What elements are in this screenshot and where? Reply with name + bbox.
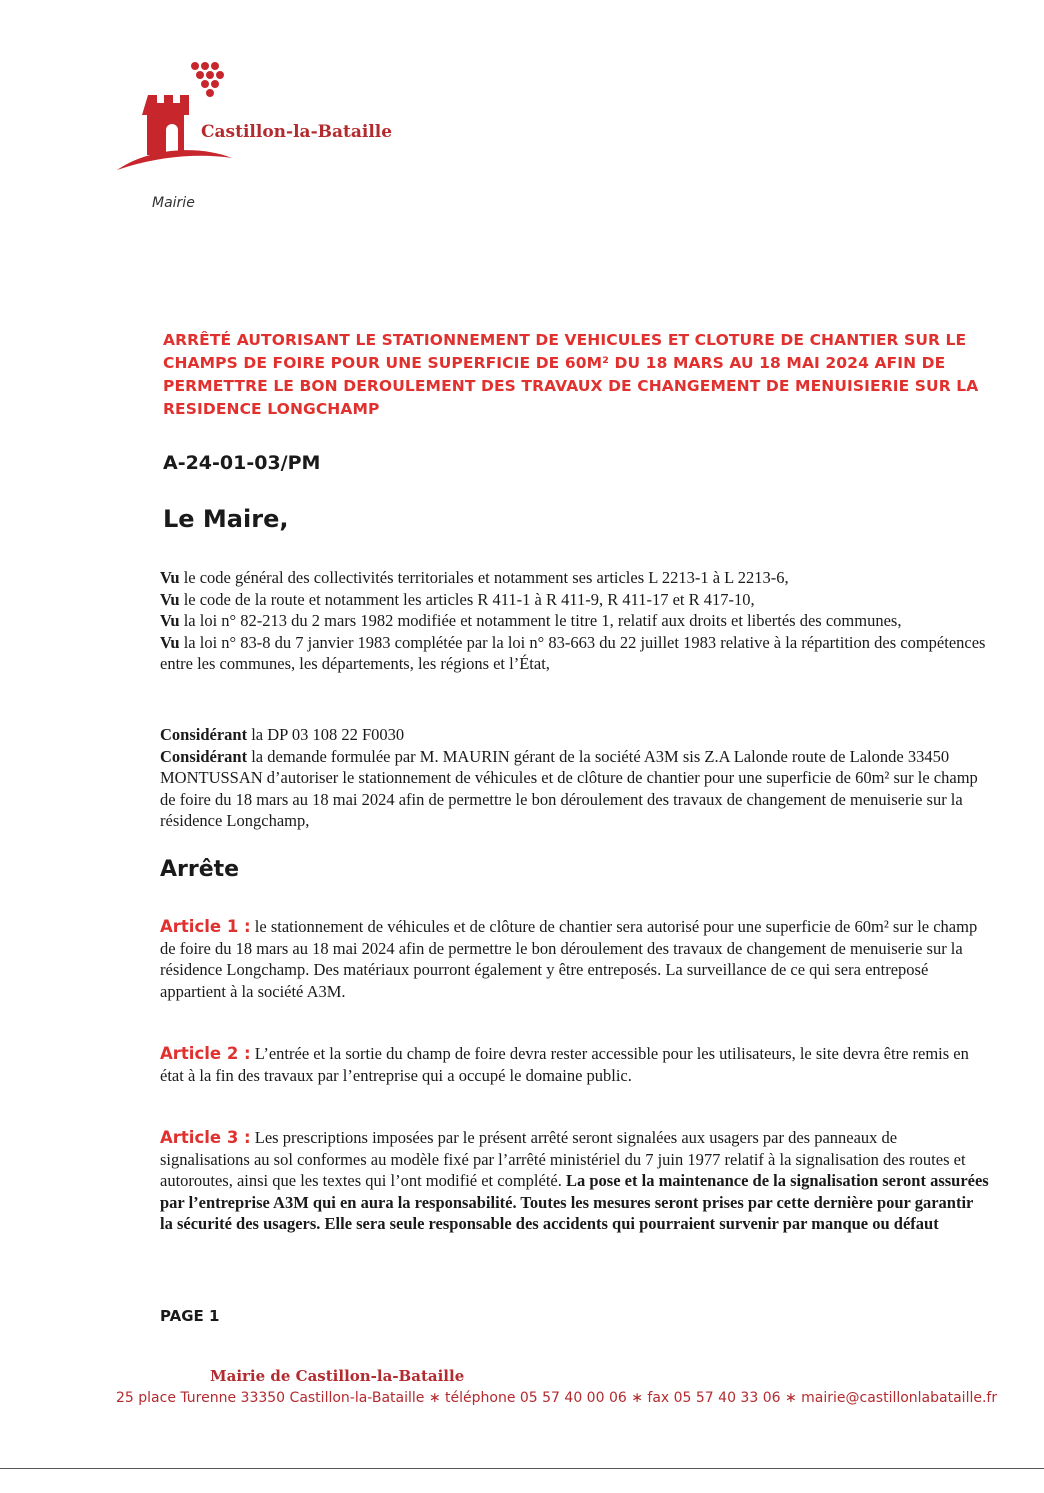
- considerant-section: [160, 724, 990, 832]
- vu-item: Vu la loi n° 83-8 du 7 janvier 1983 complétée par la loi n° 83-663 du 22 juillet 1983 relative à la répartition des compétences entre les communes, les départements, les régions et l’État,: [160, 632, 986, 673]
- article-label: Article 1 :: [160, 917, 251, 936]
- document-title: ARRÊTÉ AUTORISANT LE STATIONNEMENT DE VEHICULES ET CLOTURE DE CHANTIER SUR LE CHAMPS DE FOIRE POUR UNE SUPERFICIE DE 60M² DU 18 MARS AU 18 MAI 2024 AFIN DE PERMETTRE LE BON DEROULEMENT DES TRAVAUX DE CHANGEMENT DE MENUISIERIE SUR LA RESIDENCE LONGCHAMP: [163, 331, 979, 418]
- vu-item: Vu le code général des collectivités territoriales et notamment ses articles L 2213-1 à L 2213-6,: [160, 568, 789, 587]
- logo-name: Castillon-la-Bataille: [201, 122, 393, 142]
- considerant-item: Considérant la demande formulée par M. MAURIN gérant de la société A3M sis Z.A Lalonde route de Lalonde 33450 MONTUSSAN d’autoriser le stationnement de véhicules et de clôture de chantier pour une superficie de 60m² sur le champ de foire du 18 mars au 18 mai 2024 afin de permettre le bon déroulement des travaux de changement de menuiserie sur la résidence Longchamp,: [160, 746, 978, 830]
- document-reference: A-24-01-03/PM: [163, 452, 321, 474]
- page-divider: [0, 1468, 1044, 1469]
- article-2: [160, 1043, 990, 1086]
- heading-arrete: Arrête: [160, 857, 240, 882]
- article-label: Article 2 :: [160, 1044, 251, 1063]
- article-text: Les prescriptions imposées par le présent arrêté seront signalées aux usagers par des panneaux de signalisations au sol conformes au modèle fixé par l’arrêté ministériel du 7 juin 1977 relatif à la signalisation des routes et autoroutes, ainsi que les textes qui l’ont modifié et complété.: [160, 1128, 966, 1190]
- considerant-item: Considérant la DP 03 108 22 F0030: [160, 725, 405, 744]
- vu-section: [160, 567, 990, 675]
- vu-item: Vu le code de la route et notamment les articles R 411-1 à R 411-9, R 411-17 et R 417-10,: [160, 589, 755, 609]
- article-text: le stationnement de véhicules et de clôture de chantier sera autorisé pour une superficie de 60m² sur le champ de foire du 18 mars au 18 mai 2024 afin de permettre le bon déroulement des travaux de changement de menuiserie sur la résidence Longchamp. Des matériaux pourront également y être entreposés. La surveillance de ce qui sera entreposé appartient à la société A3M.: [160, 917, 978, 1001]
- heading-le-maire: Le Maire,: [163, 505, 289, 533]
- footer-address: 25 place Turenne 33350 Castillon-la-Bataille ∗ téléphone 05 57 40 00 06 ∗ fax 05 57 40 33 06 ∗ mairie@castillonlabataille.fr: [116, 1390, 998, 1406]
- article-label: Article 3 :: [160, 1128, 251, 1147]
- footer-title: Mairie de Castillon-la-Bataille: [210, 1367, 465, 1385]
- article-bold-text: La pose et la maintenance de la signalisation seront assurées par l’entreprise A3M qui en aura la responsabilité. Toutes les mesures seront prises par cette dernière pour garantir la sécurité des usagers. Elle sera seule responsable des accidents qui pourraient survenir par manque ou défaut: [160, 1171, 989, 1233]
- page-number: PAGE 1: [160, 1307, 220, 1325]
- vu-item: Vu la loi n° 82-213 du 2 mars 1982 modifiée et notamment le titre 1, relatif aux droits et libertés des communes,: [160, 611, 902, 630]
- article-1: [160, 916, 990, 1002]
- article-3: [160, 1127, 990, 1235]
- logo-subtitle: Mairie: [152, 195, 195, 211]
- article-text: L’entrée et la sortie du champ de foire devra rester accessible pour les utilisateurs, le site devra être remis en état à la fin des travaux par l’entreprise qui a occupé le domaine public.: [160, 1044, 969, 1085]
